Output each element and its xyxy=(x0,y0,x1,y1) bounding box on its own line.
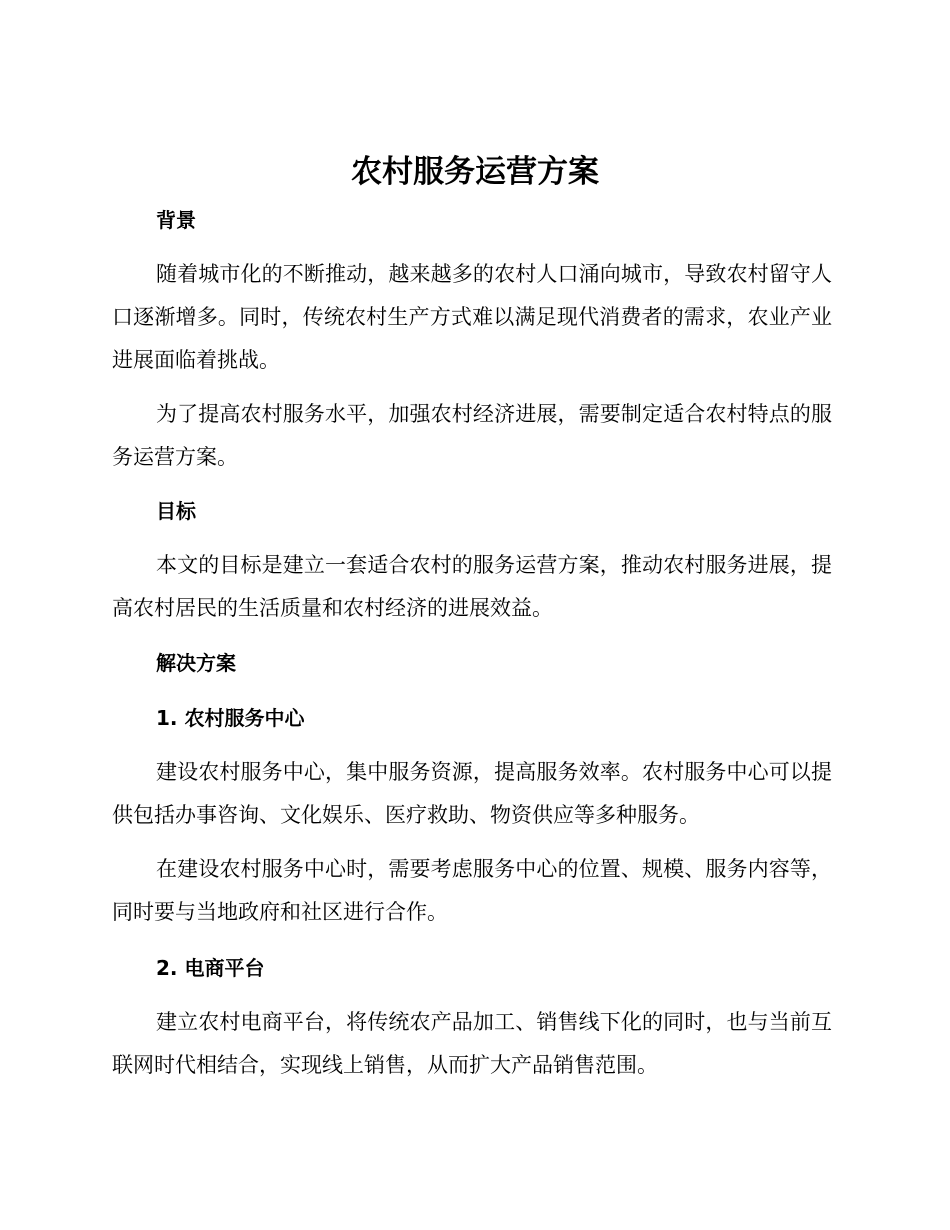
paragraph-background-1: 随着城市化的不断推动，越来越多的农村人口涌向城市，导致农村留守人口逐渐增多。同时，传统农村生产方式难以满足现代消费者的需求，农业产业进展面临着挑战。 xyxy=(112,262,832,372)
paragraph-service-center-2: 在建设农村服务中心时，需要考虑服务中心的位置、规模、服务内容等，同时要与当地政府和社区进行合作。 xyxy=(112,857,832,924)
section-heading-solution: 解决方案 xyxy=(156,651,236,675)
paragraph-goal-1: 本文的目标是建立一套适合农村的服务运营方案，推动农村服务进展，提高农村居民的生活质量和农村经济的进展效益。 xyxy=(112,553,832,620)
section-heading-goal: 目标 xyxy=(156,499,196,523)
paragraph-service-center-1: 建设农村服务中心，集中服务资源，提高服务效率。农村服务中心可以提供包括办事咨询、文化娱乐、医疗救助、物资供应等多种服务。 xyxy=(112,760,832,827)
document-title: 农村服务运营方案 xyxy=(351,154,599,190)
paragraph-background-2: 为了提高农村服务水平，加强农村经济进展，需要制定适合农村特点的服务运营方案。 xyxy=(112,402,832,469)
paragraph-ecommerce-1: 建立农村电商平台，将传统农产品加工、销售线下化的同时，也与当前互联网时代相结合，实现线上销售，从而扩大产品销售范围。 xyxy=(112,1010,832,1077)
subsection-heading-service-center: 1. 农村服务中心 xyxy=(156,706,305,730)
subsection-heading-ecommerce: 2. 电商平台 xyxy=(156,956,265,980)
section-heading-background: 背景 xyxy=(156,208,196,232)
